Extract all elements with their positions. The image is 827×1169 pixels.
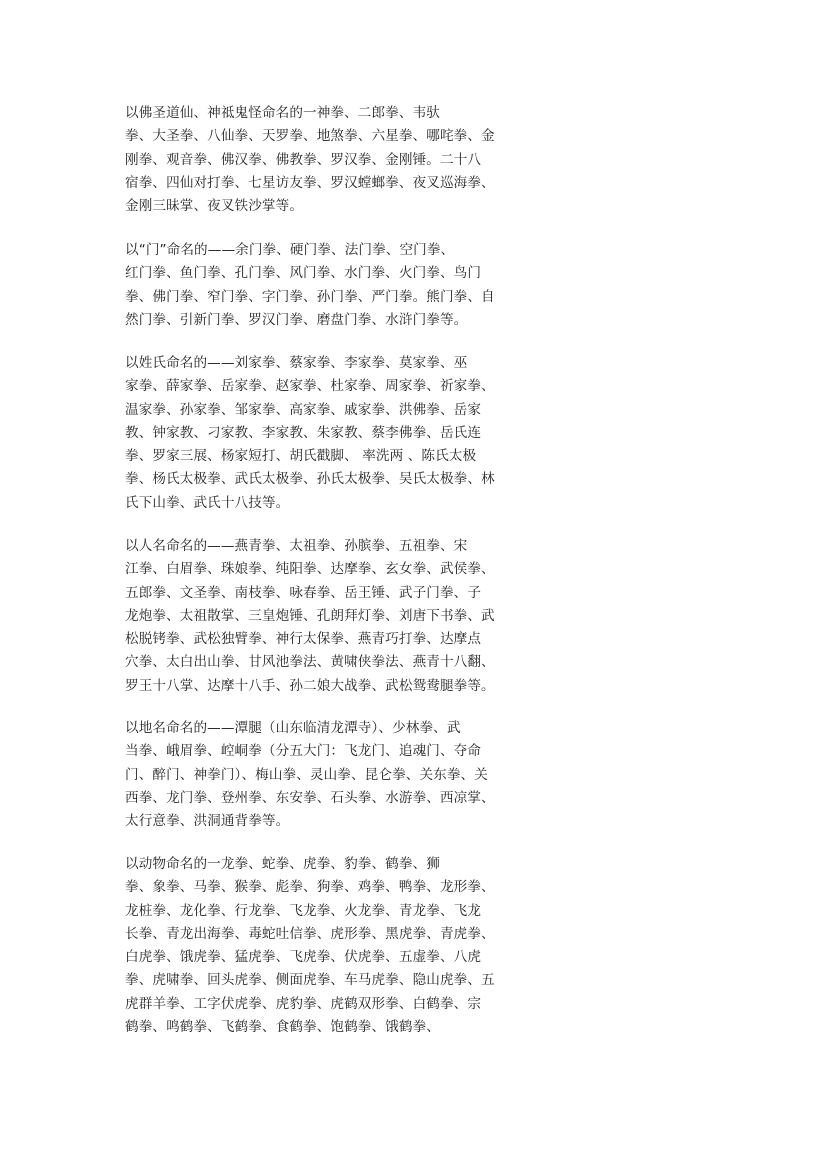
text-line: 穴拳、太白出山拳、甘风池拳法、黄啸侠拳法、燕青十八翻、	[125, 654, 495, 671]
text-line: 以佛圣道仙、神祗鬼怪命名的一神拳、二郎拳、韦驮	[125, 105, 440, 121]
text-line: 长拳、青龙出海拳、毒蛇吐信拳、虎形拳、黑虎拳、青虎拳、	[125, 925, 495, 942]
text-line: 罗王十八掌、达摩十八手、孙二娘大战拳、武松鸳鸯腿拳等。	[125, 677, 495, 694]
text-line: 龙炮拳、太祖散掌、三皇炮锤、孔朗拜灯拳、刘唐下书拳、武	[125, 607, 495, 624]
paragraph-surnames	[125, 352, 525, 515]
paragraph-animals	[125, 853, 525, 1039]
text-line: 鹤拳、鸣鹤拳、飞鹤拳、食鹤拳、饱鹤拳、饿鹤拳、	[125, 1019, 440, 1036]
text-line: 以人名命名的——燕青拳、太祖拳、孙膑拳、五祖拳、宋	[125, 538, 468, 554]
text-line: 以动物命名的一龙拳、蛇拳、虎拳、豹拳、鹤拳、狮	[125, 856, 440, 872]
paragraph-place-names	[125, 717, 525, 833]
text-line: 然门拳、引新门拳、罗汉门拳、磨盘门拳、水浒门拳等。	[125, 311, 468, 328]
text-line: 松脱铐拳、武松独臂拳、神行太保拳、燕青巧打拳、达摩点	[125, 631, 482, 648]
text-line: 宿拳、四仙对打拳、七星访友拳、罗汉螳螂拳、夜叉巡海拳、	[125, 174, 495, 191]
text-line: 拳、象拳、马拳、猴拳、彪拳、狗拳、鸡拳、鸭拳、龙形拳、	[125, 879, 495, 896]
text-line: 拳、罗家三展、杨家短打、胡氏戳脚、 率洗两 、陈氏太极	[125, 448, 477, 465]
text-line: 红门拳、鱼门拳、孔门拳、风门拳、水门拳、火门拳、鸟门	[125, 265, 482, 282]
text-line: 温家拳、孙家拳、邹家拳、高家拳、戚家拳、洪佛拳、岳家	[125, 401, 482, 418]
text-line: 虎群羊拳、工字伏虎拳、虎豹拳、虎鹤双形拳、白鹤拳、宗	[125, 995, 482, 1012]
text-line: 白虎拳、饿虎拳、猛虎拳、飞虎拳、伏虎拳、五虚拳、八虎	[125, 949, 482, 966]
paragraph-person-names	[125, 535, 525, 698]
text-line: 以地名命名的——潭腿（山东临清龙潭寺）、少林拳、武	[125, 720, 461, 736]
paragraph-deities	[125, 102, 525, 218]
text-line: 拳、佛门拳、窄门拳、字门拳、孙门拳、严门拳。熊门拳、自	[125, 288, 495, 305]
text-line: 以“门”命名的——余门拳、硬门拳、法门拳、空门拳、	[125, 242, 455, 258]
text-line: 拳、杨氏太极拳、武氏太极拳、孙氏太极拳、吴氏太极拳、林	[125, 471, 495, 488]
text-line: 门、醉门、神拳门）、梅山拳、灵山拳、昆仑拳、关东拳、关	[125, 766, 488, 783]
text-line: 氏下山拳、武氏十八技等。	[125, 494, 290, 511]
text-line: 家拳、薛家拳、岳家拳、赵家拳、杜家拳、周家拳、祈家拳、	[125, 378, 495, 395]
text-line: 西拳、龙门拳、登州拳、东安拳、石头拳、水游拳、西凉掌、	[125, 789, 495, 806]
text-line: 江拳、白眉拳、珠娘拳、纯阳拳、达摩拳、玄女拳、武侯拳、	[125, 561, 495, 578]
text-line: 龙桩拳、龙化拳、行龙拳、飞龙拳、火龙拳、青龙拳、飞龙	[125, 902, 482, 919]
text-line: 金刚三昧掌、夜叉铁沙掌等。	[125, 198, 304, 215]
text-line: 太行意拳、洪洞通背拳等。	[125, 813, 290, 830]
text-line: 拳、虎啸拳、回头虎拳、侧面虎拳、车马虎拳、隐山虎拳、五	[125, 972, 495, 989]
text-line: 拳、大圣拳、八仙拳、天罗拳、地煞拳、六星拳、哪咤拳、金	[125, 128, 495, 145]
paragraph-gates	[125, 239, 525, 332]
text-line: 以姓氏命名的——刘家拳、蔡家拳、李家拳、莫家拳、巫	[125, 355, 468, 371]
text-line: 刚拳、观音拳、佛汉拳、佛教拳、罗汉拳、金刚锤。二十八	[125, 151, 482, 168]
text-line: 五郎拳、文圣拳、南枝拳、咏春拳、岳王锤、武子门拳、子	[125, 584, 482, 601]
text-line: 教、钟家教、刁家教、李家教、朱家教、蔡李佛拳、岳氏连	[125, 424, 482, 441]
text-line: 当拳、峨眉拳、崆峒拳（分五大门：飞龙门、追魂门、夺命	[125, 743, 482, 760]
